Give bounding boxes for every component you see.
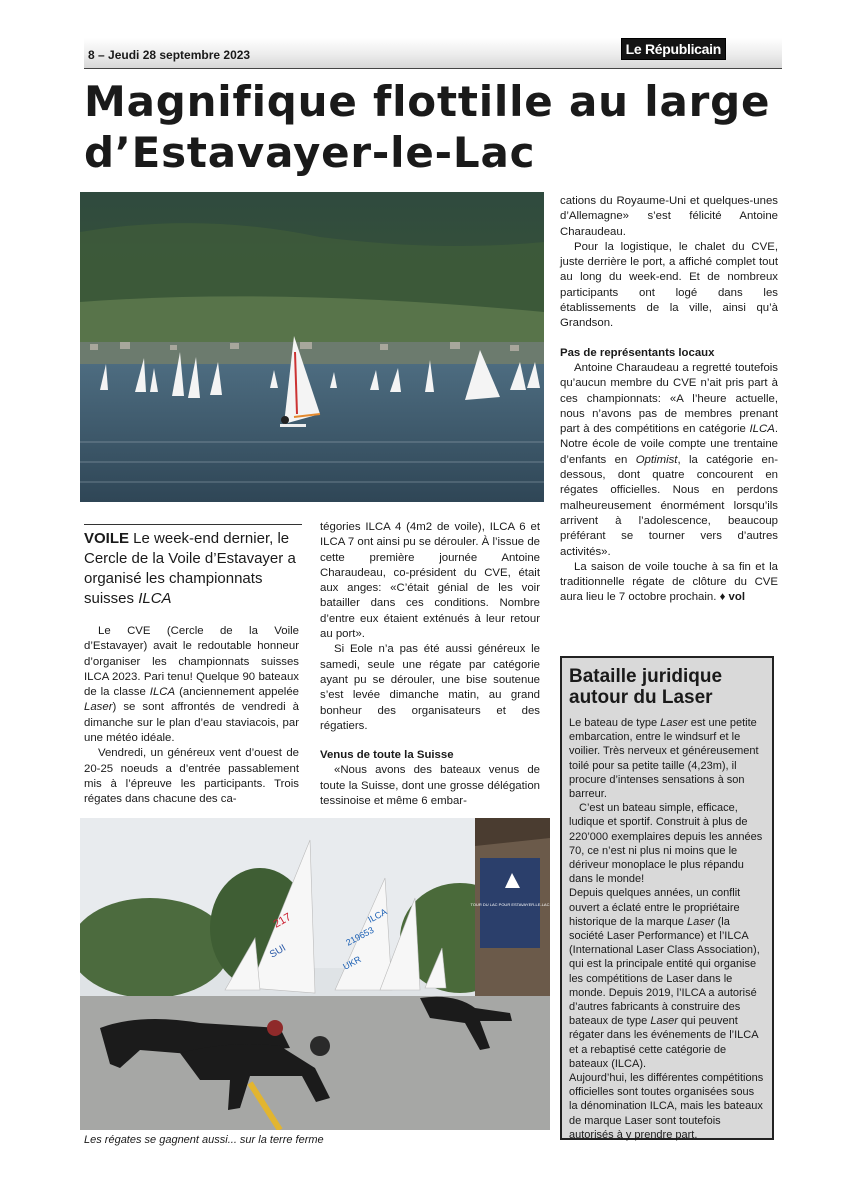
box-title: Bataille juridique autour du Laser: [569, 666, 723, 708]
newspaper-logo: Le Républicain: [621, 38, 726, 60]
box-paragraph: Aujourd’hui, les différentes compétitions officielles sont toutes organisées sous la dénomination ILCA, mais les bateaux de marque Laser sont toutefois autorisés à y prendre part.: [569, 1072, 764, 1141]
article-column-3: [560, 194, 778, 606]
article-column-2: [320, 520, 540, 809]
headline-line-2: d’Estavayer-le-Lac: [84, 128, 536, 177]
paragraph: tégories ILCA 4 (4m2 de voile), ILCA 6 et ILCA 7 ont ainsi pu se dérouler. À l’issue de cette première journée Antoine Charaudeau, co-président du CVE, était aux anges: «C’était génial de les voir batailler dans ces conditions. Nombre d’entre eux étaient exténués à leur retour au port».: [320, 521, 540, 641]
page-header: [84, 38, 782, 69]
photo-sailors-warmup: [80, 818, 550, 1130]
author-signature: ♦ vol: [716, 591, 746, 604]
paragraph: cations du Royaume-Uni et quelques-unes d’Allemagne» s’est félicité Antoine Charaudeau.: [560, 195, 778, 238]
sidebar-box: [560, 656, 774, 1140]
photo-sailboats-lake: [80, 192, 544, 502]
sailboats-lake-image: [80, 192, 544, 502]
box-paragraph: Le bateau de type Laser est une petite embarcation, entre le windsurf et le voilier. Très nerveux et généreusement toilé pour sa petite taille (4,23m), il procure d’intenses sensations à son barreur.: [569, 717, 759, 801]
headline-line-1: Magnifique flottille au large: [84, 77, 771, 126]
article-intro: [84, 524, 302, 609]
paragraph: Pour la logistique, le chalet du CVE, juste derrière le port, a affiché complet tout au long du week-end. Et de nombreux participants ont logé dans les établissements de la ville, ainsi qu’à Grandson.: [560, 240, 778, 330]
section-kicker: VOILE: [84, 530, 130, 547]
svg-text:ILCA: ILCA: [366, 906, 389, 925]
subheading: Pas de représentants locaux: [560, 346, 715, 359]
page-info: 8 – Jeudi 28 septembre 2023: [88, 48, 251, 62]
box-paragraph: C’est un bateau simple, efficace, ludique et sportif. Construit à plus de 220’000 exemplaires depuis les années 70, ce n’est ni plus ni moins que le dériveur monoplace le plus répandu dans le monde!: [569, 802, 763, 886]
paragraph: Antoine Charaudeau a regretté toutefois qu’aucun membre du CVE n’ait pris part à ces championnats: «A l’heure actuelle, nous n’avons pas de membres prenant part à des compétitions en catégorie ILCA. Notre école de voile compte une trentaine d’enfants en Optimist, la catégorie en-dessous, dont quatre concourent en régates officielles. Nous en perdons malheureusement énormément lorsqu’ils arrivent à l’adolescence, beaucoup préférant se tourner vers d’autres activités».: [560, 361, 778, 558]
svg-text:TOUR DU LAC POUR ESTAVAYER-LE-: TOUR DU LAC POUR ESTAVAYER-LE-LAC: [470, 902, 550, 907]
paragraph: Vendredi, un généreux vent d’ouest de 20-25 noeuds a d’entrée passablement mis à l’épreuve les participants. Trois régates dans chacune des ca-: [84, 747, 299, 806]
subheading: Venus de toute la Suisse: [320, 749, 454, 762]
article-column-1: [84, 624, 299, 808]
paragraph: «Nous avons des bateaux venus de toute la Suisse, dont une grosse délégation tessinoise et même 6 embar-: [320, 764, 540, 808]
svg-text:UKR: UKR: [341, 954, 363, 972]
photo-caption: Les régates se gagnent aussi... sur la terre ferme: [84, 1134, 324, 1146]
box-paragraph: Depuis quelques années, un conflit ouvert a éclaté entre le propriétaire historique de la marque Laser (la société Laser Performance) et l’ILCA (International Laser Class Association), qui est la principale entité qui organise les compétitions de Laser dans le monde. Depuis 2019, l’ILCA a autorisé d’autres fabricants à construire des bateaux de type Laser qui peuvent régater dans les événements de l’ILCA et a rebaptisé cette catégorie de bateaux (ILCA).: [569, 887, 760, 1070]
svg-text:219653: 219653: [344, 924, 376, 948]
intro-italic: ILCA: [138, 590, 172, 607]
sailors-warmup-image: [80, 818, 550, 1130]
paragraph: La saison de voile touche à sa fin et la traditionnelle régate de clôture du CVE aura lieu le 7 octobre prochain. ♦ vol: [560, 560, 778, 604]
svg-text:SUI: SUI: [268, 942, 288, 961]
svg-text:217: 217: [271, 911, 294, 931]
headline: [84, 76, 784, 178]
paragraph: Le CVE (Cercle de la Voile d’Estavayer) avait le redoutable honneur d’organiser les championnats suisses ILCA 2023. Pari tenu! Quelque 90 bateaux de la classe ILCA (anciennement appelée Laser) se sont affrontés de vendredi à dimanche sur le plan d’eau staviacois, par une météo idéale.: [84, 625, 299, 745]
intro-text: Le week-end dernier, le Cercle de la Voile d’Estavayer a organisé les championnats suisses: [84, 530, 296, 607]
paragraph: Si Eole n’a pas été aussi généreux le samedi, seule une régate par catégorie ayant pu se dérouler, une bise soutenue s’est levée dimanche matin, au grand bonheur des organisateurs et des régatiers.: [320, 643, 540, 732]
